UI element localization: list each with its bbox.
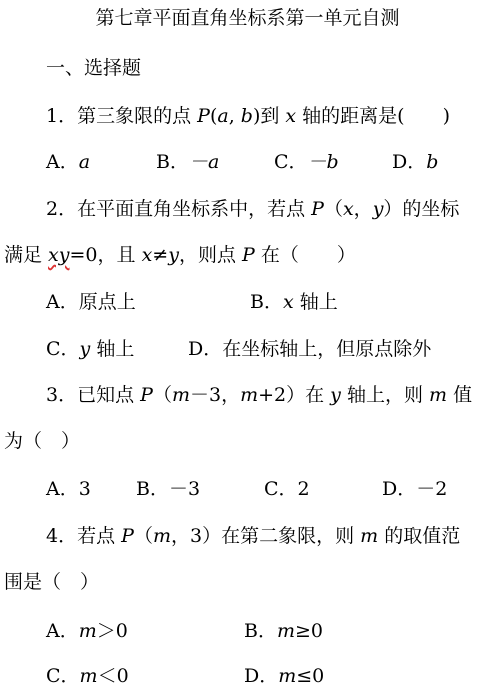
- question-3-stem-line2: 为（ ）: [4, 430, 81, 452]
- section-heading: 一、选择题: [46, 57, 142, 79]
- question-2-option-c: C．y 轴上: [46, 338, 135, 360]
- question-3-option-a: A．3: [46, 478, 91, 500]
- question-2-stem-line1: 2．在平面直角坐标系中，若点 P（x，y）的坐标: [46, 198, 460, 220]
- question-4-option-c: C．m＜0: [46, 665, 129, 687]
- question-1-option-c: C．－b: [274, 151, 339, 173]
- question-1-option-b: B．－a: [156, 151, 220, 173]
- question-2-option-a: A．原点上: [46, 291, 136, 313]
- question-4-stem-line1: 4．若点 P（m，3）在第二象限，则 m 的取值范: [46, 525, 461, 547]
- question-3-option-d: D．－2: [382, 478, 448, 500]
- question-3-option-b: B．－3: [136, 478, 201, 500]
- question-2-stem-line2: 满足 xy=0，且 x≠y，则点 P 在（ ）: [4, 244, 356, 266]
- question-3-option-c: C．2: [264, 478, 310, 500]
- question-4-option-b: B．m≥0: [244, 620, 324, 642]
- question-1-option-a: A．a: [46, 151, 91, 173]
- question-3-stem-line1: 3．已知点 P（m－3，m+2）在 y 轴上，则 m 值: [46, 384, 473, 406]
- question-4-option-a: A．m＞0: [46, 620, 128, 642]
- document-title: 第七章平面直角坐标系第一单元自测: [95, 7, 400, 29]
- question-4-stem-line2: 围是（ ）: [4, 571, 100, 593]
- question-1-option-d: D．b: [392, 151, 439, 173]
- question-4-option-d: D．m≤0: [244, 665, 325, 687]
- question-2-option-b: B．x 轴上: [250, 291, 338, 313]
- question-2-option-d: D．在坐标轴上，但原点除外: [188, 338, 432, 360]
- question-1-stem: 1．第三象限的点 P(a, b)到 x 轴的距离是( ): [46, 105, 450, 127]
